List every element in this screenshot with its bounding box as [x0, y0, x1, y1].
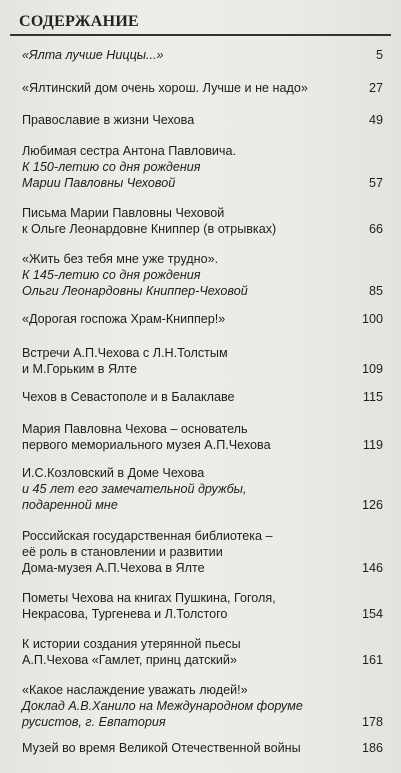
toc-page-number: 66 — [368, 222, 383, 236]
toc-entry-line: и М.Горьким в Ялте — [22, 362, 138, 376]
toc-entry-line: и 45 лет его замечательной дружбы, — [22, 482, 247, 496]
toc-entry — [22, 112, 383, 128]
toc-entry-line: Дома-музея А.П.Чехова в Ялте — [22, 561, 205, 575]
toc-entry-title — [22, 682, 383, 730]
toc-entry-line: Доклад А.В.Ханило на Международном форуме — [22, 699, 303, 713]
toc-entry — [22, 636, 383, 668]
toc-entry-line: её роль в становлении и развитии — [22, 545, 223, 559]
toc-page-number: 161 — [361, 653, 383, 667]
toc-entry-title — [22, 345, 383, 377]
toc-page-number: 146 — [361, 561, 383, 575]
toc-page-number: 126 — [361, 498, 383, 512]
toc-entry — [22, 47, 383, 63]
toc-entry-line: Пометы Чехова на книгах Пушкина, Гоголя, — [22, 591, 276, 605]
toc-entry-line: К 150-летию со дня рождения — [22, 160, 201, 174]
toc-entry-line: Некрасова, Тургенева и Л.Толстого — [22, 607, 228, 621]
toc-entry-line: Музей во время Великой Отечественной войны — [22, 741, 301, 755]
toc-page-number: 109 — [361, 362, 383, 376]
toc-page-number: 178 — [361, 715, 383, 729]
toc-entry-title — [22, 80, 383, 96]
toc-page-number: 27 — [368, 81, 383, 95]
page-title: СОДЕРЖАНИЕ — [19, 13, 140, 30]
toc-page-number: 119 — [362, 438, 383, 452]
toc-page-number: 154 — [361, 607, 383, 621]
toc-entry-title — [22, 740, 383, 756]
toc-entry-line: «Дорогая госпожа Храм-Книппер!» — [22, 312, 226, 326]
toc-entry-line: Встречи А.П.Чехова с Л.Н.Толстым — [22, 346, 228, 360]
toc-page-number: 5 — [375, 48, 383, 62]
toc-entry-title — [22, 311, 383, 327]
toc-page-number: 100 — [361, 312, 383, 326]
toc-entry-title — [22, 205, 383, 237]
toc-entry-line: «Ялта лучше Ниццы...» — [22, 48, 164, 62]
toc-entry — [22, 421, 383, 453]
toc-entry-title — [22, 251, 383, 299]
toc-page-number: 186 — [361, 741, 383, 755]
title-rule — [10, 34, 391, 36]
toc-page-number: 57 — [368, 176, 383, 190]
toc-entry — [22, 205, 383, 237]
toc-entry-line: И.С.Козловский в Доме Чехова — [22, 466, 205, 480]
toc-entry-line: Чехов в Севастополе и в Балаклаве — [22, 390, 235, 404]
toc-entry-line: русистов, г. Евпатория — [22, 715, 166, 729]
toc-entry — [22, 389, 383, 405]
toc-entry — [22, 590, 383, 622]
toc-entry-line: К истории создания утерянной пьесы — [22, 637, 241, 651]
toc-entry-line: К 145-летию со дня рождения — [22, 268, 201, 282]
toc-entry-line: Мария Павловна Чехова – основатель — [22, 422, 248, 436]
toc-entry — [22, 345, 383, 377]
toc-entry-title — [22, 112, 383, 128]
toc-entry-title — [22, 465, 383, 513]
toc-entry-line: Любимая сестра Антона Павловича. — [22, 144, 236, 158]
toc-entry-title — [22, 143, 383, 191]
toc-entry-line: Письма Марии Павловны Чеховой — [22, 206, 225, 220]
toc-entry — [22, 251, 383, 299]
toc-entry — [22, 740, 383, 756]
toc-entry-title — [22, 636, 383, 668]
toc-entry — [22, 465, 383, 513]
toc-entry-line: к Ольге Леонардовне Книппер (в отрывках) — [22, 222, 277, 236]
toc-entry-line: «Жить без тебя мне уже трудно». — [22, 252, 219, 266]
toc-entry-line: А.П.Чехова «Гамлет, принц датский» — [22, 653, 237, 667]
toc-entry-title — [22, 389, 383, 405]
toc-entry — [22, 682, 383, 730]
toc-entry-line: Ольги Леонардовны Книппер-Чеховой — [22, 284, 248, 298]
toc-entry — [22, 143, 383, 191]
toc-entry-title — [22, 528, 383, 576]
toc-entry-title — [22, 421, 383, 453]
toc-entry-title — [22, 590, 383, 622]
toc-entry-line: Марии Павловны Чеховой — [22, 176, 176, 190]
toc-entry-line: подаренной мне — [22, 498, 118, 512]
toc-page-number: 49 — [368, 113, 383, 127]
toc-entry — [22, 528, 383, 576]
toc-entry-line: первого мемориального музея А.П.Чехова — [22, 438, 271, 452]
toc-page-number: 85 — [368, 284, 383, 298]
toc-entry-title — [22, 47, 383, 63]
toc-entry-line: Российская государственная библиотека – — [22, 529, 273, 543]
toc-page-number: 115 — [362, 390, 383, 404]
toc-entry — [22, 311, 383, 327]
toc-entry-line: «Какое наслаждение уважать людей!» — [22, 683, 248, 697]
toc-entry-line: Православие в жизни Чехова — [22, 113, 195, 127]
toc-entry — [22, 80, 383, 96]
toc-entry-line: «Ялтинский дом очень хорош. Лучше и не надо» — [22, 81, 308, 95]
